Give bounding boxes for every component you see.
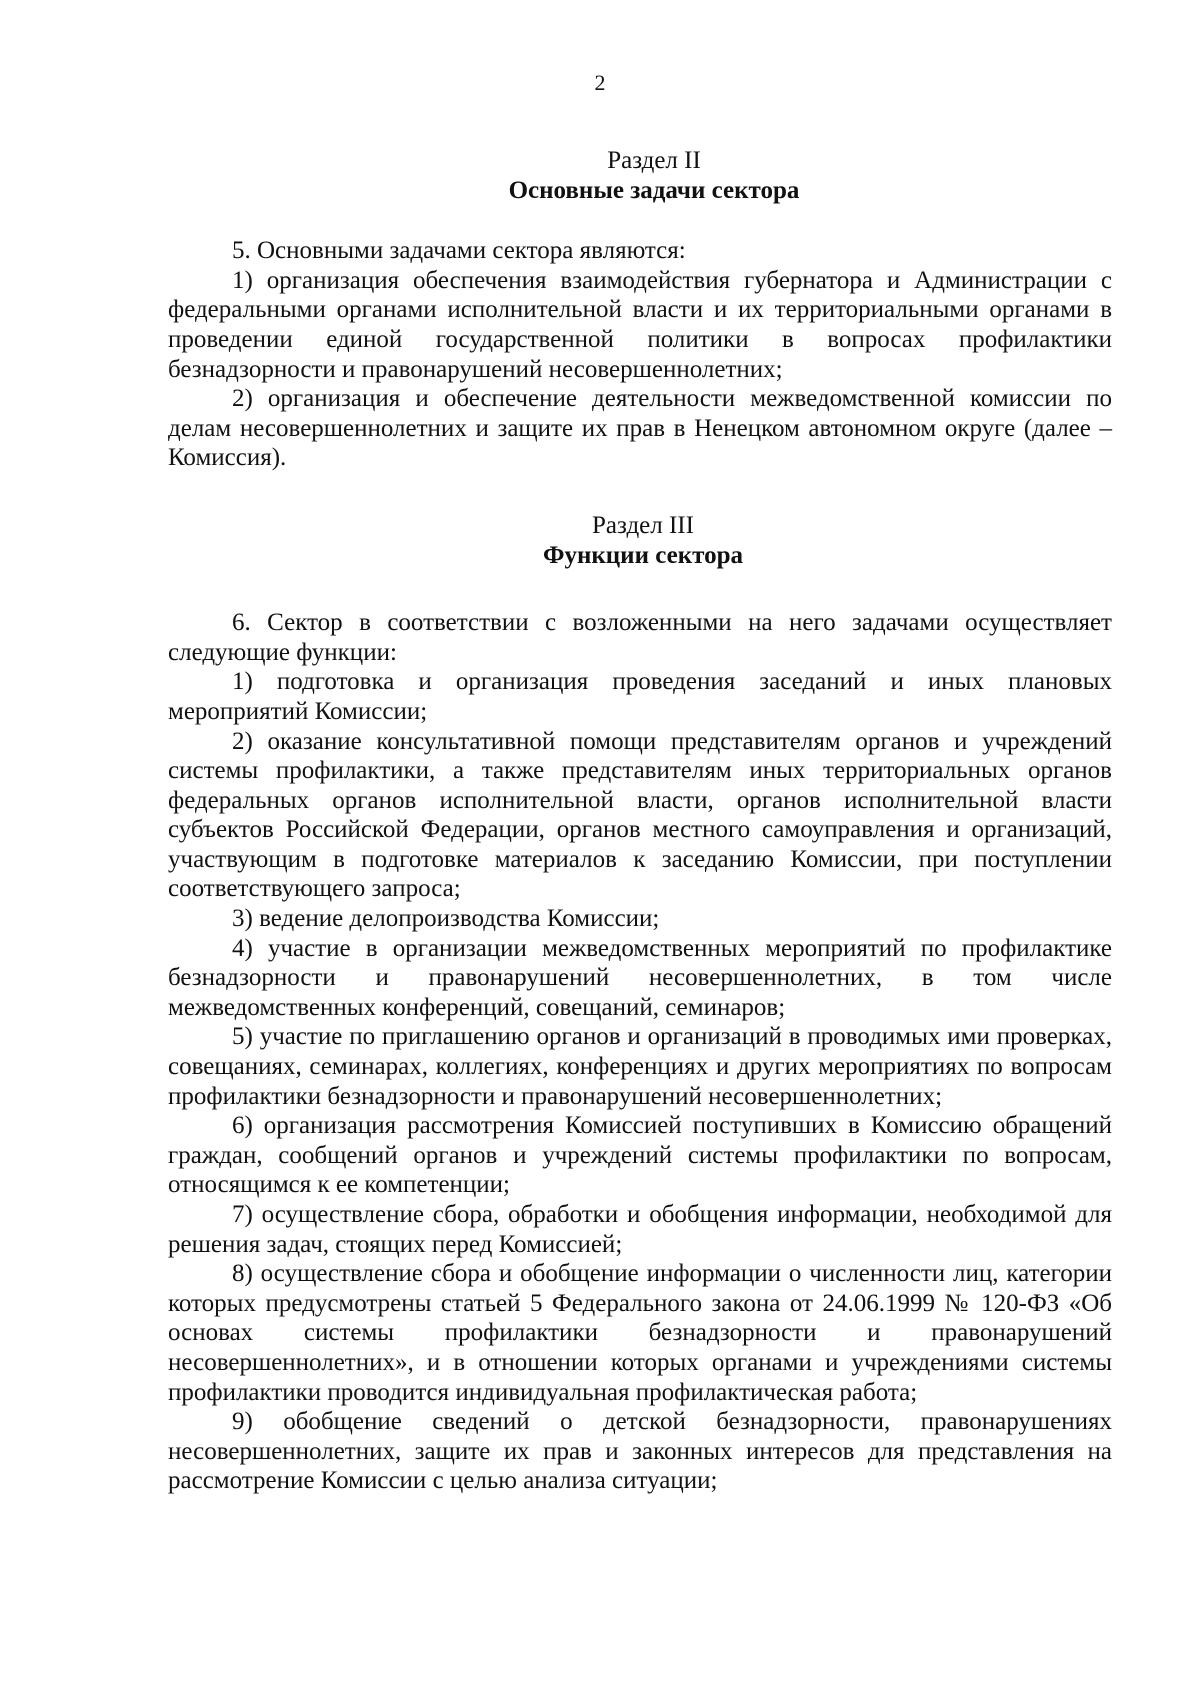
paragraph-6-item-3: 3) ведение делопроизводства Комиссии;	[232, 905, 660, 933]
paragraph-6-item-2: 2) оказание консультативной помощи представителям органов и учреждений системы профилактики, а также представителям иных территориальных органов федеральных органов исполнительной власти, органов исполнительной власти субъектов Российской Федерации, органов местного самоуправления и организаций, участвующим в подготовке материалов к заседанию Комиссии, при поступлении соответствующего запроса;	[168, 727, 1112, 903]
section-2-label: Раздел II	[607, 147, 701, 174]
paragraph-6: 6. Сектор в соответствии с возложенными на него задачами осуществляет следующие функции:	[168, 609, 1112, 666]
paragraph-6-item-8: 8) осуществление сбора и обобщение информации о численности лиц, категории которых предусмотрены статьей 5 Федерального закона от 24.06.1999 № 120-ФЗ «Об основах системы профилактики безнадзорности и правонарушений несовершеннолетних», и в отношении которых органами и учреждениями системы профилактики проводится индивидуальная профилактическая работа;	[168, 1260, 1112, 1406]
paragraph-6-item-5: 5) участие по приглашению органов и организаций в проводимых ими проверках, совещаниях, семинарах, коллегиях, конференциях и других мероприятиях по вопросам профилактики безнадзорности и правонарушений несовершеннолетних;	[168, 1023, 1112, 1110]
section-3-title: Функции сектора	[543, 541, 743, 569]
section-3-heading	[174, 511, 1112, 570]
page-number: 2	[594, 70, 606, 95]
paragraph-6-item-6: 6) организация рассмотрения Комиссией поступивших в Комиссию обращений граждан, сообщений органов и учреждений системы профилактики по вопросам, относящимся к ее компетенции;	[168, 1112, 1112, 1199]
document-body	[168, 146, 1112, 1496]
section-2-title: Основные задачи сектора	[508, 176, 800, 204]
paragraph-6-item-1: 1) подготовка и организация проведения заседаний и иных плановых мероприятий Комиссии;	[168, 668, 1112, 725]
section-2-heading	[196, 146, 1112, 205]
paragraph-5-item-2: 2) организация и обеспечение деятельности межведомственной комиссии по делам несовершеннолетних и защите их прав в Ненецком автономном округе (далее – Комиссия).	[168, 385, 1112, 472]
paragraph-5-item-1: 1) организация обеспечения взаимодействия губернатора и Администрации с федеральными органами исполнительной власти и их территориальными органами в проведении единой государственной политики в вопросах профилактики безнадзорности и правонарушений несовершеннолетних;	[168, 266, 1112, 383]
paragraph-5: 5. Основными задачами сектора являются:	[232, 237, 686, 265]
paragraph-6-item-9: 9) обобщение сведений о детской безнадзорности, правонарушениях несовершеннолетних, защите их прав и законных интересов для представления на рассмотрение Комиссии с целью анализа ситуации;	[168, 1408, 1112, 1495]
paragraph-6-item-4: 4) участие в организации межведомственных мероприятий по профилактике безнадзорности и правонарушений несовершеннолетних, в том числе межведомственных конференций, совещаний, семинаров;	[168, 934, 1112, 1021]
paragraph-6-item-7: 7) осуществление сбора, обработки и обобщения информации, необходимой для решения задач, стоящих перед Комиссией;	[168, 1201, 1112, 1258]
section-3-label: Раздел III	[592, 511, 694, 539]
